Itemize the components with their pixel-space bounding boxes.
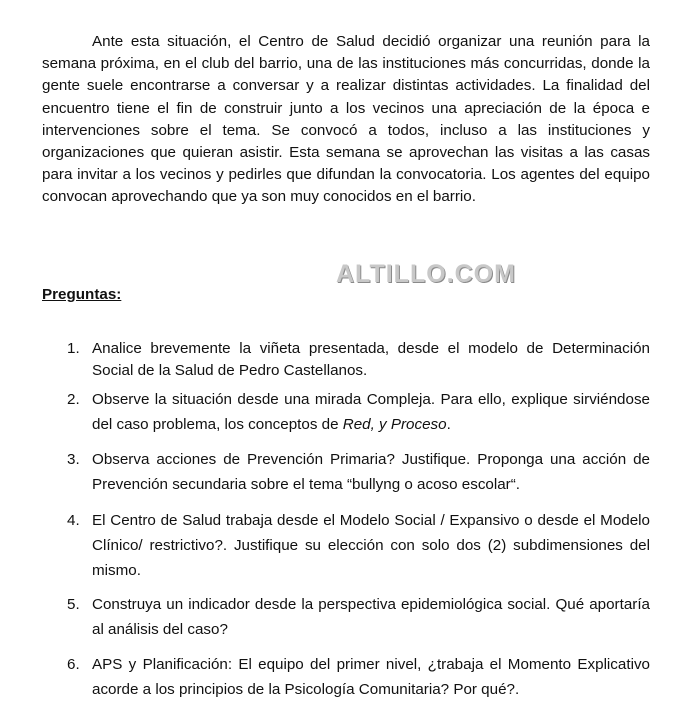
watermark-logo: ALTILLO.COM <box>336 260 516 288</box>
question-item <box>67 508 650 583</box>
question-item <box>67 387 650 437</box>
question-number: 4. <box>67 512 80 529</box>
question-item <box>67 338 650 382</box>
question-text: Construya un indicador desde la perspectiva epidemiológica social. Qué aportaría al análisis del caso? <box>92 596 650 638</box>
question-text: El Centro de Salud trabaja desde el Modelo Social / Expansivo o desde el Modelo Clínico/ restrictivo?. Justifique su elección con solo dos (2) subdimensiones del mismo. <box>92 512 650 579</box>
question-text: Analice brevemente la viñeta presentada, desde el modelo de Determinación Social de la Salud de Pedro Castellanos. <box>92 340 650 379</box>
questions-heading: Preguntas: <box>42 286 122 303</box>
question-number: 2. <box>67 391 80 408</box>
question-item <box>67 652 650 702</box>
question-text: APS y Planificación: El equipo del primer nivel, ¿trabaja el Momento Explicativo acorde a los principios de la Psicología Comunitaria? Por qué?. <box>92 656 650 698</box>
question-number: 5. <box>67 596 80 613</box>
question-text-part: Observe la situación desde una mirada Compleja. Para ello, explique sirviéndose del caso problema, los conceptos de <box>92 391 650 433</box>
question-item <box>67 447 650 497</box>
question-number: 6. <box>67 656 80 673</box>
intro-paragraph: Ante esta situación, el Centro de Salud decidió organizar una reunión para la semana próxima, en el club del barrio, una de las instituciones más concurridas, donde la gente suele encontrarse a conversar y a realizar distintas actividades. La finalidad del encuentro tiene el fin de construir junto a los vecinos una apreciación de la época e intervenciones sobre el tema. Se convocó a todos, incluso a las instituciones y organizaciones que quieran asistir. Esta semana se aprovechan las visitas a las casas para invitar a los vecinos y pedirles que difundan la convocatoria. Los agentes del equipo convocan aprovechando que ya son muy conocidos en el barrio. <box>42 33 650 206</box>
question-text-part: . <box>446 416 451 433</box>
question-item <box>67 592 650 642</box>
question-number: 1. <box>67 340 80 357</box>
question-text: Observa acciones de Prevención Primaria? Justifique. Proponga una acción de Prevención secundaria sobre el tema “bullyng o acoso escolar“. <box>92 451 650 493</box>
question-number: 3. <box>67 451 80 468</box>
question-text <box>92 387 650 437</box>
question-text-italic: Red, y Proceso <box>342 416 447 433</box>
